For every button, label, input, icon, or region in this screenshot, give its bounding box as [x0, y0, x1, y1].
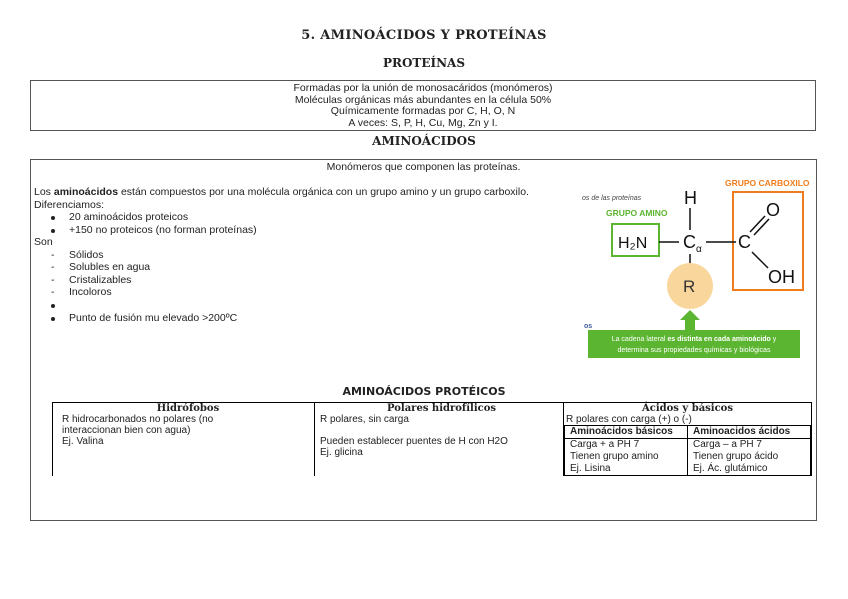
dash-icon: - — [51, 286, 55, 299]
son-label: Son — [34, 236, 53, 249]
proteinas-line: Moléculas orgánicas más abundantes en la célula 50% — [294, 93, 552, 106]
list-item — [34, 299, 574, 312]
bullet-icon — [51, 216, 55, 220]
carboxyl-carbon: C — [738, 232, 751, 252]
son-list — [34, 249, 574, 325]
bond-double-1 — [750, 216, 765, 232]
cell-text: R polares, sin carga — [320, 414, 409, 425]
dash-icon: - — [51, 273, 55, 286]
diagram-caption: os de las proteínas — [582, 195, 642, 202]
intro-pre: Los — [34, 186, 54, 198]
list-item-text: Sólidos — [69, 248, 104, 261]
hydroxyl-group: OH — [768, 267, 795, 287]
cell-text: Tienen grupo ácido — [693, 451, 779, 462]
list-item — [34, 274, 574, 287]
bullet-icon — [51, 317, 55, 321]
col-header: Ácidos y básicos — [641, 403, 733, 414]
proteinas-line: A veces: S, P, H, Cu, Mg, Zn y I. — [348, 116, 498, 129]
basicos-header: Aminoácidos básicos — [565, 426, 688, 439]
cell-text: interaccionan bien con agua) — [62, 425, 191, 436]
list-item — [34, 261, 574, 274]
cell-text: Carga + a PH 7 — [570, 439, 640, 450]
h-atom: H — [684, 188, 697, 208]
spacer — [320, 425, 563, 436]
list-item — [34, 249, 574, 262]
bond-double-2 — [754, 219, 769, 235]
amino-acid-diagram — [582, 172, 814, 362]
bond-oh — [752, 252, 768, 268]
side-fragment: os — [584, 323, 593, 330]
cell-text: Ej. glicina — [320, 447, 363, 458]
note-bold: es distinta en cada aminoácido — [667, 336, 771, 343]
list-item-text: Incoloros — [69, 286, 112, 299]
grupo-carboxilo-label: GRUPO CARBOXILO — [725, 178, 810, 188]
basicos-cell — [565, 439, 688, 476]
list-item — [34, 286, 574, 299]
cell-text: Carga – a PH 7 — [693, 439, 762, 450]
note-post: y — [770, 336, 777, 343]
dash-icon: - — [51, 248, 55, 261]
col-hidrofobos — [53, 403, 315, 477]
alpha-symbol: α — [696, 244, 702, 255]
bullet-icon — [51, 229, 55, 233]
aminoacidos-heading: AMINOÁCIDOS — [372, 134, 476, 148]
intro-line — [34, 186, 574, 199]
grupo-amino-label: GRUPO AMINO — [606, 208, 668, 218]
r-group-label: R — [683, 277, 696, 296]
note-line2: determina sus propiedades químicas y biológicas — [617, 347, 771, 354]
diff-list — [34, 211, 574, 236]
proteinas-line: Químicamente formadas por C, H, O, N — [330, 105, 516, 117]
note-pre: La cadena lateral — [611, 336, 668, 343]
col-polares — [315, 403, 564, 477]
proteinas-line: Formadas por la unión de monosacáridos (monómeros) — [293, 82, 553, 94]
amine-group: H₂N — [618, 235, 648, 252]
cell-text: Ej. Ác. glutámico — [693, 463, 768, 474]
alpha-carbon: C — [683, 232, 696, 252]
aminoacidos-text — [34, 186, 574, 324]
list-item-text: Punto de fusión mu elevado >200ºC — [69, 311, 238, 324]
proteicos-table — [52, 402, 812, 476]
list-item-text: Cristalizables — [69, 273, 132, 286]
proteinas-heading: PROTEÍNAS — [382, 56, 466, 70]
list-item-text: Solubles en agua — [69, 261, 151, 274]
list-item — [34, 224, 574, 237]
col-header: Polares hidrofílicos — [386, 403, 497, 414]
cell-text: R hidrocarbonados no polares (no — [62, 414, 214, 425]
col-header: Hidrófobos — [156, 403, 220, 414]
intro-post: están compuestos por una molécula orgánica con un grupo amino y un grupo carboxilo. — [118, 186, 529, 198]
proteinas-box — [30, 80, 816, 131]
proteicos-heading: AMINOÁCIDOS PROTÉICOS — [342, 385, 506, 398]
cell-text: Pueden establecer puentes de H con H2O — [320, 436, 508, 447]
acidos-cell — [688, 439, 811, 476]
list-item — [34, 312, 574, 325]
note-line1 — [612, 336, 777, 343]
cell-text: R polares con carga (+) o (-) — [566, 414, 692, 425]
page-title: 5. AMINOÁCIDOS Y PROTEÍNAS — [301, 28, 547, 43]
aminoacidos-subtitle: Monómeros que componen las proteínas. — [326, 161, 521, 173]
acidos-header: Aminoacidos ácidos — [688, 426, 811, 439]
acidos-basicos-subtable — [564, 425, 811, 476]
cell-text: Ej. Valina — [62, 436, 104, 447]
diferenciamos-label: Diferenciamos: — [34, 198, 105, 211]
dash-icon: - — [51, 261, 55, 274]
bullet-icon — [51, 304, 55, 308]
arrow-up-icon — [680, 310, 700, 330]
col-acidos-basicos — [564, 403, 812, 477]
list-item — [34, 211, 574, 224]
cell-text: Ej. Lisina — [570, 463, 611, 474]
oxygen-atom: O — [766, 200, 781, 220]
list-item-text: +150 no proteicos (no forman proteínas) — [69, 223, 257, 236]
intro-bold: aminoácidos — [53, 186, 119, 198]
list-item-text: 20 aminoácidos proteicos — [69, 211, 189, 223]
cell-text: Tienen grupo amino — [570, 451, 659, 462]
